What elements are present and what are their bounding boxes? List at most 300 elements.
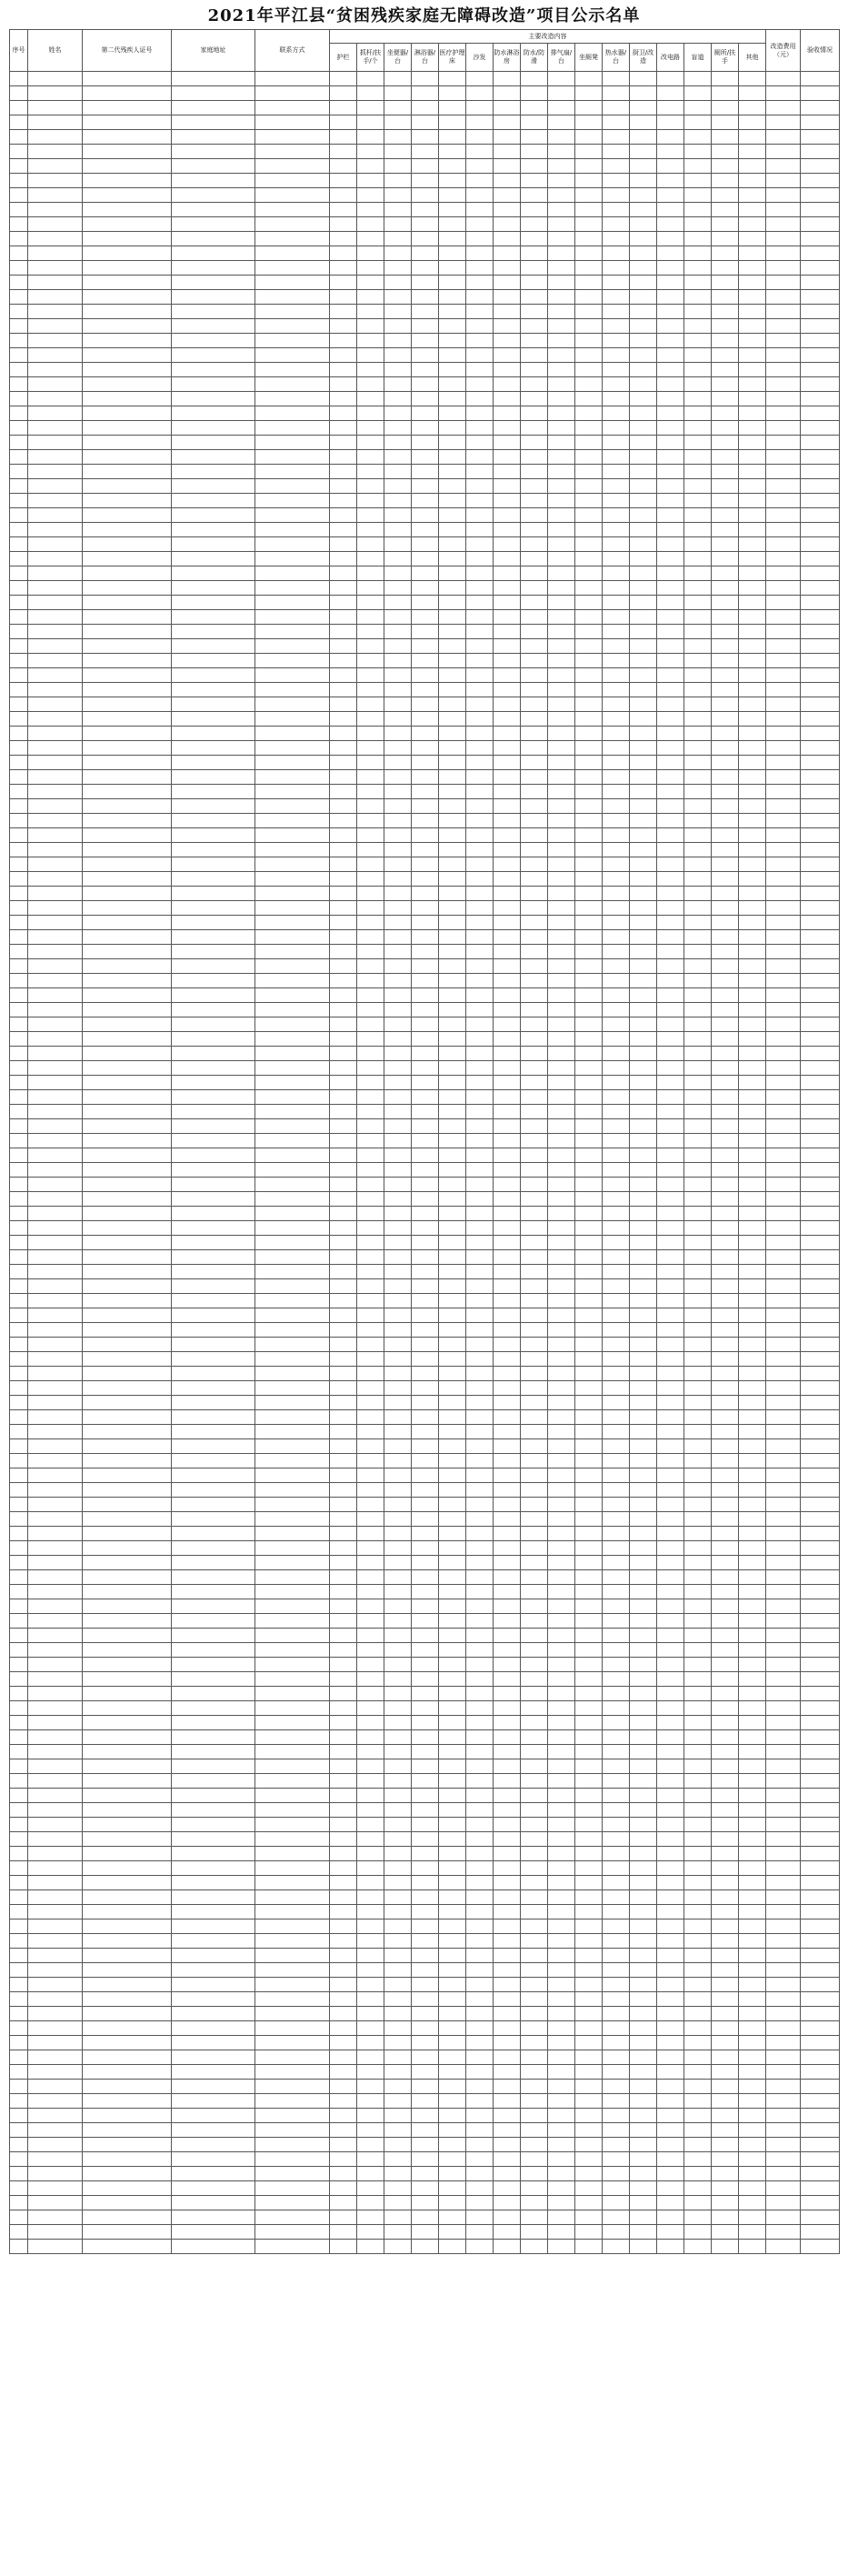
table-cell — [255, 436, 330, 450]
table-cell — [575, 1468, 603, 1483]
table-cell — [384, 1221, 412, 1236]
table-cell — [466, 1949, 494, 1963]
table-cell — [412, 203, 439, 217]
table-cell — [521, 377, 548, 392]
table-cell — [412, 1061, 439, 1076]
table-cell — [603, 174, 630, 188]
table-cell — [255, 1512, 330, 1527]
table-cell — [630, 1919, 657, 1934]
table-cell — [739, 232, 766, 246]
table-cell — [712, 1687, 739, 1701]
table-cell — [10, 2181, 28, 2196]
table-cell — [494, 1439, 521, 1454]
table-cell — [466, 945, 494, 959]
table-cell — [255, 1643, 330, 1658]
table-cell — [494, 2181, 521, 2196]
table-cell — [10, 2050, 28, 2065]
table-cell — [630, 1148, 657, 1163]
table-cell — [521, 639, 548, 654]
table-cell — [630, 363, 657, 377]
table-cell — [603, 1279, 630, 1294]
table-cell — [466, 246, 494, 261]
table-cell — [712, 1338, 739, 1352]
table-row — [10, 959, 840, 974]
table-cell — [801, 1716, 840, 1730]
table-cell — [630, 1570, 657, 1585]
table-row — [10, 1090, 840, 1105]
table-cell — [766, 1803, 801, 1818]
table-cell — [657, 406, 684, 421]
table-cell — [384, 2225, 412, 2240]
table-cell — [83, 1818, 172, 1832]
table-cell — [657, 1672, 684, 1687]
table-cell — [801, 246, 840, 261]
table-cell — [630, 2123, 657, 2138]
table-cell — [384, 115, 412, 130]
table-cell — [739, 785, 766, 799]
table-cell — [28, 2210, 83, 2225]
table-cell — [10, 1148, 28, 1163]
table-cell — [412, 552, 439, 566]
table-cell — [384, 2167, 412, 2181]
table-row — [10, 232, 840, 246]
table-cell — [172, 115, 255, 130]
col-item-header: 排气扇/台 — [548, 44, 575, 72]
table-cell — [521, 1381, 548, 1396]
table-cell — [712, 901, 739, 916]
table-cell — [494, 2050, 521, 2065]
table-cell — [739, 945, 766, 959]
table-cell — [330, 130, 357, 145]
table-cell — [439, 2007, 466, 2021]
table-cell — [172, 2196, 255, 2210]
table-cell — [739, 828, 766, 843]
table-cell — [255, 1308, 330, 1323]
table-cell — [521, 828, 548, 843]
table-cell — [603, 697, 630, 712]
table-cell — [739, 2007, 766, 2021]
table-row — [10, 276, 840, 290]
table-row — [10, 2181, 840, 2196]
table-cell — [28, 581, 83, 596]
table-cell — [801, 217, 840, 232]
table-cell — [603, 2196, 630, 2210]
table-cell — [466, 450, 494, 465]
table-cell — [603, 1803, 630, 1818]
table-cell — [712, 2138, 739, 2152]
table-cell — [172, 1759, 255, 1774]
table-cell — [439, 1541, 466, 1556]
table-cell — [439, 741, 466, 756]
table-cell — [739, 1949, 766, 1963]
table-cell — [83, 770, 172, 785]
table-cell — [494, 1003, 521, 1017]
table-cell — [172, 217, 255, 232]
table-cell — [548, 1454, 575, 1468]
table-cell — [412, 697, 439, 712]
table-cell — [172, 916, 255, 930]
table-cell — [412, 72, 439, 86]
table-cell — [83, 610, 172, 625]
table-cell — [494, 1643, 521, 1658]
table-cell — [766, 2094, 801, 2109]
table-cell — [766, 1599, 801, 1614]
table-row — [10, 596, 840, 610]
table-cell — [494, 1017, 521, 1032]
table-cell — [494, 974, 521, 988]
table-cell — [28, 566, 83, 581]
table-cell — [739, 566, 766, 581]
table-cell — [575, 450, 603, 465]
table-cell — [548, 450, 575, 465]
table-cell — [255, 86, 330, 101]
col-item-header: 抓杆/扶手/个 — [357, 44, 384, 72]
table-cell — [412, 1687, 439, 1701]
table-cell — [172, 1541, 255, 1556]
table-cell — [684, 828, 712, 843]
table-cell — [412, 1934, 439, 1949]
table-cell — [439, 217, 466, 232]
table-cell — [255, 2138, 330, 2152]
table-cell — [466, 1890, 494, 1905]
table-cell — [548, 2123, 575, 2138]
table-cell — [28, 1410, 83, 1425]
table-row — [10, 1047, 840, 1061]
table-cell — [801, 1192, 840, 1207]
table-cell — [548, 232, 575, 246]
table-cell — [384, 1381, 412, 1396]
table-cell — [575, 1308, 603, 1323]
table-cell — [657, 1890, 684, 1905]
table-cell — [657, 712, 684, 727]
table-cell — [766, 2167, 801, 2181]
table-cell — [357, 1803, 384, 1818]
table-cell — [548, 1599, 575, 1614]
table-cell — [739, 1236, 766, 1250]
table-cell — [412, 1498, 439, 1512]
table-cell — [439, 1017, 466, 1032]
table-cell — [603, 1861, 630, 1876]
table-cell — [357, 537, 384, 552]
table-cell — [712, 596, 739, 610]
table-cell — [357, 1978, 384, 1992]
table-cell — [712, 2007, 739, 2021]
table-cell — [255, 494, 330, 508]
table-cell — [766, 1061, 801, 1076]
table-cell — [172, 930, 255, 945]
table-cell — [712, 1890, 739, 1905]
table-cell — [521, 319, 548, 334]
table-cell — [801, 523, 840, 537]
table-cell — [657, 2181, 684, 2196]
table-cell — [739, 159, 766, 174]
table-cell — [548, 1541, 575, 1556]
table-cell — [575, 319, 603, 334]
table-cell — [357, 1701, 384, 1716]
table-cell — [255, 945, 330, 959]
table-cell — [801, 1643, 840, 1658]
table-cell — [712, 1323, 739, 1338]
table-cell — [801, 1658, 840, 1672]
table-cell — [766, 1876, 801, 1890]
table-cell — [466, 683, 494, 697]
table-cell — [575, 1090, 603, 1105]
table-cell — [330, 2181, 357, 2196]
table-cell — [630, 305, 657, 319]
table-cell — [766, 1629, 801, 1643]
table-cell — [548, 86, 575, 101]
table-cell — [28, 1338, 83, 1352]
table-cell — [630, 1599, 657, 1614]
table-cell — [801, 1279, 840, 1294]
table-cell — [801, 319, 840, 334]
table-cell — [10, 1963, 28, 1978]
table-cell — [357, 2167, 384, 2181]
table-cell — [739, 1367, 766, 1381]
table-cell — [521, 1192, 548, 1207]
table-cell — [494, 246, 521, 261]
table-cell — [739, 1498, 766, 1512]
table-cell — [412, 508, 439, 523]
table-cell — [357, 145, 384, 159]
table-row — [10, 1032, 840, 1047]
table-cell — [384, 494, 412, 508]
table-cell — [494, 1541, 521, 1556]
table-cell — [684, 465, 712, 479]
table-cell — [255, 1439, 330, 1454]
table-cell — [357, 115, 384, 130]
table-cell — [384, 625, 412, 639]
table-cell — [521, 1207, 548, 1221]
table-cell — [466, 1236, 494, 1250]
table-cell — [712, 843, 739, 857]
table-row — [10, 1323, 840, 1338]
table-row — [10, 363, 840, 377]
table-cell — [83, 1774, 172, 1789]
table-cell — [330, 406, 357, 421]
table-row — [10, 1207, 840, 1221]
table-cell — [28, 1963, 83, 1978]
table-cell — [10, 1629, 28, 1643]
table-cell — [712, 1978, 739, 1992]
table-cell — [712, 1629, 739, 1643]
table-cell — [28, 1585, 83, 1599]
table-cell — [172, 1599, 255, 1614]
table-cell — [10, 1294, 28, 1308]
table-cell — [630, 1047, 657, 1061]
table-cell — [684, 581, 712, 596]
table-cell — [10, 1468, 28, 1483]
table-cell — [630, 930, 657, 945]
table-cell — [739, 523, 766, 537]
table-cell — [439, 1323, 466, 1338]
table-cell — [384, 261, 412, 276]
table-cell — [172, 334, 255, 348]
table-cell — [630, 945, 657, 959]
table-cell — [412, 1468, 439, 1483]
table-cell — [521, 1818, 548, 1832]
table-cell — [684, 1803, 712, 1818]
table-cell — [603, 887, 630, 901]
table-cell — [548, 2210, 575, 2225]
table-row — [10, 901, 840, 916]
table-cell — [412, 901, 439, 916]
table-cell — [766, 2007, 801, 2021]
table-cell — [357, 1338, 384, 1352]
table-cell — [548, 436, 575, 450]
table-cell — [575, 1599, 603, 1614]
table-cell — [439, 1192, 466, 1207]
table-cell — [548, 72, 575, 86]
table-cell — [801, 421, 840, 436]
table-cell — [684, 1338, 712, 1352]
table-cell — [83, 1687, 172, 1701]
table-cell — [712, 145, 739, 159]
table-cell — [684, 1003, 712, 1017]
table-cell — [172, 1716, 255, 1730]
table-cell — [412, 377, 439, 392]
table-cell — [712, 319, 739, 334]
table-cell — [801, 654, 840, 668]
table-cell — [521, 1949, 548, 1963]
table-cell — [439, 1265, 466, 1279]
table-cell — [330, 436, 357, 450]
table-cell — [28, 1876, 83, 1890]
table-cell — [384, 1076, 412, 1090]
table-cell — [657, 1076, 684, 1090]
table-cell — [28, 2240, 83, 2254]
table-cell — [657, 1425, 684, 1439]
table-cell — [255, 1236, 330, 1250]
table-cell — [172, 654, 255, 668]
table-cell — [739, 1483, 766, 1498]
table-cell — [684, 2210, 712, 2225]
table-cell — [439, 174, 466, 188]
table-cell — [630, 1061, 657, 1076]
table-cell — [384, 1279, 412, 1294]
table-cell — [630, 872, 657, 887]
table-cell — [548, 785, 575, 799]
table-cell — [10, 377, 28, 392]
table-cell — [521, 1803, 548, 1818]
table-cell — [412, 115, 439, 130]
table-cell — [548, 2007, 575, 2021]
table-cell — [10, 1381, 28, 1396]
table-cell — [801, 974, 840, 988]
table-cell — [172, 1701, 255, 1716]
table-cell — [548, 1876, 575, 1890]
table-cell — [83, 1919, 172, 1934]
table-cell — [712, 246, 739, 261]
table-cell — [83, 1439, 172, 1454]
table-cell — [439, 945, 466, 959]
table-cell — [739, 86, 766, 101]
table-cell — [766, 2050, 801, 2065]
table-cell — [172, 712, 255, 727]
table-cell — [657, 436, 684, 450]
table-cell — [603, 683, 630, 697]
table-cell — [357, 1178, 384, 1192]
table-cell — [657, 305, 684, 319]
table-cell — [412, 130, 439, 145]
table-cell — [630, 1032, 657, 1047]
table-cell — [657, 1148, 684, 1163]
table-cell — [412, 1090, 439, 1105]
table-cell — [548, 916, 575, 930]
table-cell — [384, 145, 412, 159]
table-cell — [384, 1890, 412, 1905]
table-cell — [494, 2109, 521, 2123]
table-cell — [439, 305, 466, 319]
table-cell — [83, 1323, 172, 1338]
table-cell — [439, 1861, 466, 1876]
table-cell — [739, 392, 766, 406]
table-cell — [83, 2080, 172, 2094]
table-cell — [548, 1687, 575, 1701]
table-cell — [684, 1367, 712, 1381]
table-cell — [172, 2240, 255, 2254]
table-cell — [330, 203, 357, 217]
table-cell — [10, 2109, 28, 2123]
table-cell — [330, 1847, 357, 1861]
table-cell — [801, 1047, 840, 1061]
table-cell — [548, 1207, 575, 1221]
table-cell — [255, 901, 330, 916]
table-cell — [603, 1905, 630, 1919]
table-cell — [712, 1701, 739, 1716]
table-cell — [28, 901, 83, 916]
table-cell — [766, 668, 801, 683]
table-cell — [330, 1396, 357, 1410]
table-cell — [28, 2080, 83, 2094]
table-cell — [712, 1847, 739, 1861]
table-cell — [575, 1643, 603, 1658]
table-cell — [384, 828, 412, 843]
table-cell — [630, 2181, 657, 2196]
table-cell — [172, 843, 255, 857]
table-cell — [330, 348, 357, 363]
table-cell — [739, 654, 766, 668]
table-cell — [439, 552, 466, 566]
table-cell — [494, 348, 521, 363]
table-cell — [439, 1308, 466, 1323]
table-cell — [330, 1454, 357, 1468]
table-cell — [172, 1076, 255, 1090]
table-cell — [83, 1148, 172, 1163]
table-cell — [172, 1090, 255, 1105]
table-cell — [330, 1919, 357, 1934]
table-cell — [548, 1585, 575, 1599]
table-cell — [330, 2123, 357, 2138]
table-cell — [739, 916, 766, 930]
table-cell — [657, 217, 684, 232]
table-cell — [83, 828, 172, 843]
table-cell — [801, 508, 840, 523]
table-row — [10, 1570, 840, 1585]
table-cell — [172, 857, 255, 872]
table-cell — [439, 1294, 466, 1308]
table-cell — [630, 348, 657, 363]
table-cell — [548, 246, 575, 261]
table-cell — [801, 930, 840, 945]
table-cell — [172, 1745, 255, 1759]
table-cell — [712, 959, 739, 974]
table-cell — [575, 857, 603, 872]
table-cell — [330, 785, 357, 799]
table-row — [10, 741, 840, 756]
table-cell — [172, 421, 255, 436]
table-cell — [172, 523, 255, 537]
